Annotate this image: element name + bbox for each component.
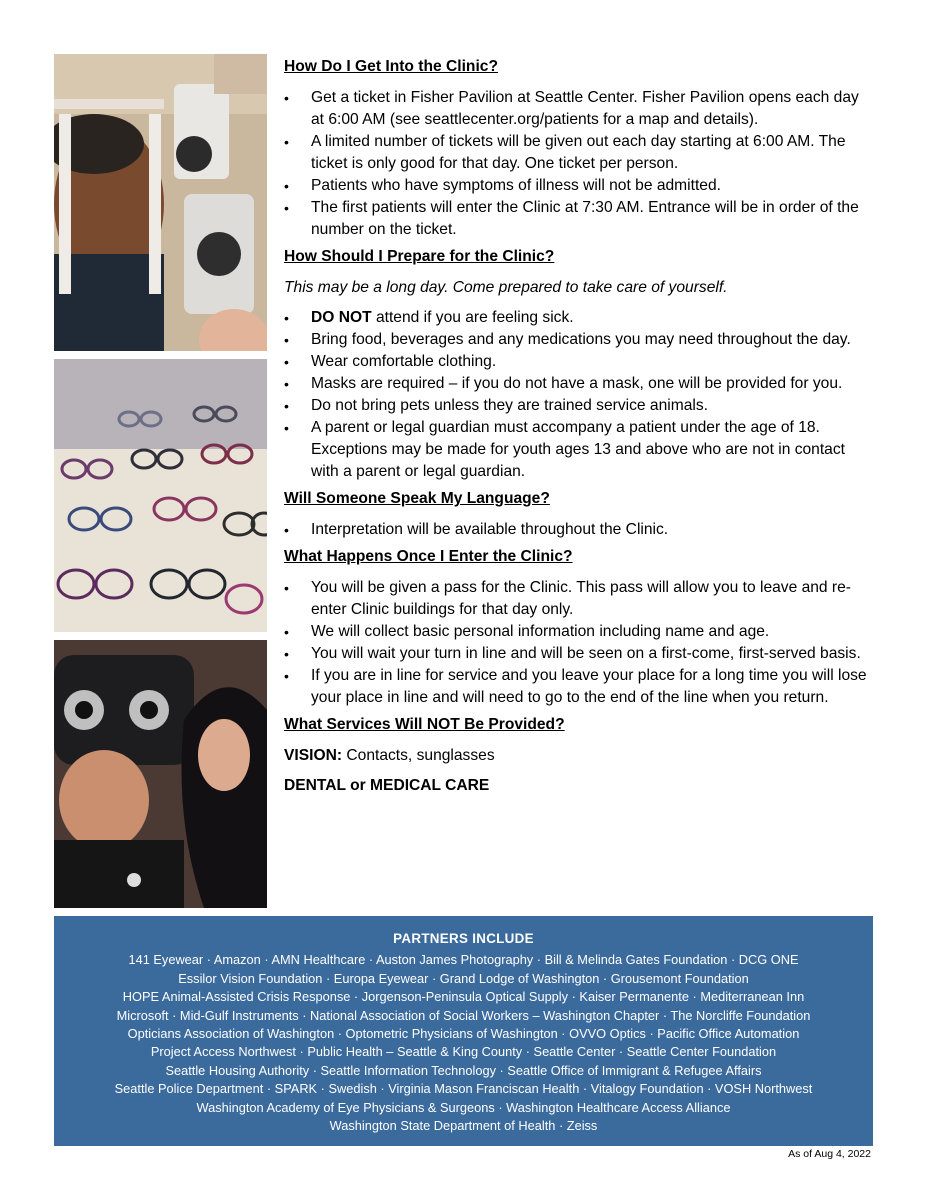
list-item: • Patients who have symptoms of illness will not be admitted.: [284, 175, 874, 197]
bullet-list: [284, 307, 874, 483]
list-item: • Wear comfortable clothing.: [284, 351, 874, 373]
photo-eyeglasses-display: [54, 359, 267, 632]
section-intro: This may be a long day. Come prepared to take care of yourself.: [284, 279, 728, 296]
photo-phoropter-exam: [54, 640, 267, 908]
bullet-list: [284, 577, 874, 709]
list-item: • You will wait your turn in line and will be seen on a first-come, first-served basis.: [284, 643, 874, 665]
list-item: • If you are in line for service and you leave your place for a long time you will lose your place in line and will need to go to the end of the line when you return.: [284, 665, 874, 709]
partners-line: Seattle Housing Authority · Seattle Information Technology · Seattle Office of Immigrant & Refugee Affairs: [165, 1062, 762, 1078]
partners-line: Seattle Police Department · SPARK · Swedish · Virginia Mason Franciscan Health · Vitalogy Foundation · VOSH Northwest: [114, 1081, 813, 1097]
list-item-text: attend if you are feeling sick.: [371, 309, 574, 326]
section-heading: Will Someone Speak My Language?: [284, 490, 550, 507]
as-of-date: As of Aug 4, 2022: [788, 1148, 871, 1160]
section-prepare-for-clinic: [284, 246, 874, 483]
partners-line: Microsoft · Mid-Gulf Instruments · National Association of Social Workers – Washington Chapter · The Norcliffe Foundation: [116, 1007, 811, 1023]
vision-label: VISION:: [284, 747, 343, 764]
emphasis-text: DO NOT: [311, 309, 372, 326]
partners-line: HOPE Animal-Assisted Crisis Response · Jorgenson-Peninsula Optical Supply · Kaiser Permanente · Mediterranean Inn: [122, 989, 805, 1005]
list-item: • Get a ticket in Fisher Pavilion at Seattle Center. Fisher Pavilion opens each day at 6:00 AM (see seattlecenter.org/patients for a map and details).: [284, 87, 874, 131]
list-item: • We will collect basic personal information including name and age.: [284, 621, 874, 643]
partners-line: Opticians Association of Washington · Optometric Physicians of Washington · OVVO Optics · Pacific Office Automation: [127, 1026, 800, 1042]
section-get-into-clinic: [284, 56, 874, 241]
section-heading: How Should I Prepare for the Clinic?: [284, 248, 555, 265]
partners-box: [54, 916, 873, 1146]
partners-line: 141 Eyewear · Amazon · AMN Healthcare · Auston James Photography · Bill & Melinda Gates Foundation · DCG ONE: [128, 952, 799, 968]
partners-line: Washington Academy of Eye Physicians & Surgeons · Washington Healthcare Access Alliance: [196, 1099, 731, 1115]
vision-line: [284, 745, 874, 767]
partners-line: Project Access Northwest · Public Health – Seattle & King County · Seattle Center · Seattle Center Foundation: [150, 1044, 777, 1060]
section-heading: What Services Will NOT Be Provided?: [284, 716, 565, 733]
bullet-list: [284, 87, 874, 241]
section-heading: What Happens Once I Enter the Clinic?: [284, 548, 573, 565]
partners-line: Washington State Department of Health · Zeiss: [329, 1118, 598, 1134]
list-item: • You will be given a pass for the Clinic. This pass will allow you to leave and re-enter Clinic buildings for that day only.: [284, 577, 874, 621]
main-content: [284, 56, 874, 805]
bullet-list: [284, 519, 874, 541]
list-item: • A parent or legal guardian must accompany a patient under the age of 18. Exceptions may be made for youth ages 13 and above who are not in contact with a parent or legal guardian.: [284, 417, 874, 483]
dental-medical-line: DENTAL or MEDICAL CARE: [284, 777, 490, 794]
list-item: • Interpretation will be available throughout the Clinic.: [284, 519, 874, 541]
list-item: • Masks are required – if you do not have a mask, one will be provided for you.: [284, 373, 874, 395]
section-heading: How Do I Get Into the Clinic?: [284, 58, 498, 75]
section-once-inside: [284, 546, 874, 709]
list-item: • Bring food, beverages and any medications you may need throughout the day.: [284, 329, 874, 351]
list-item: • Do not bring pets unless they are trained service animals.: [284, 395, 874, 417]
list-item: [284, 307, 874, 329]
photo-eye-exam-slit-lamp: [54, 54, 267, 351]
list-item: • A limited number of tickets will be given out each day starting at 6:00 AM. The ticket is only good for that day. One ticket per person.: [284, 131, 874, 175]
vision-text: Contacts, sunglasses: [342, 747, 495, 764]
section-not-provided: [284, 714, 874, 797]
section-language: [284, 488, 874, 541]
list-item: • The first patients will enter the Clinic at 7:30 AM. Entrance will be in order of the number on the ticket.: [284, 197, 874, 241]
partners-line: Essilor Vision Foundation · Europa Eyewear · Grand Lodge of Washington · Grousemont Foundation: [178, 970, 749, 986]
partners-title: PARTNERS INCLUDE: [393, 931, 534, 946]
